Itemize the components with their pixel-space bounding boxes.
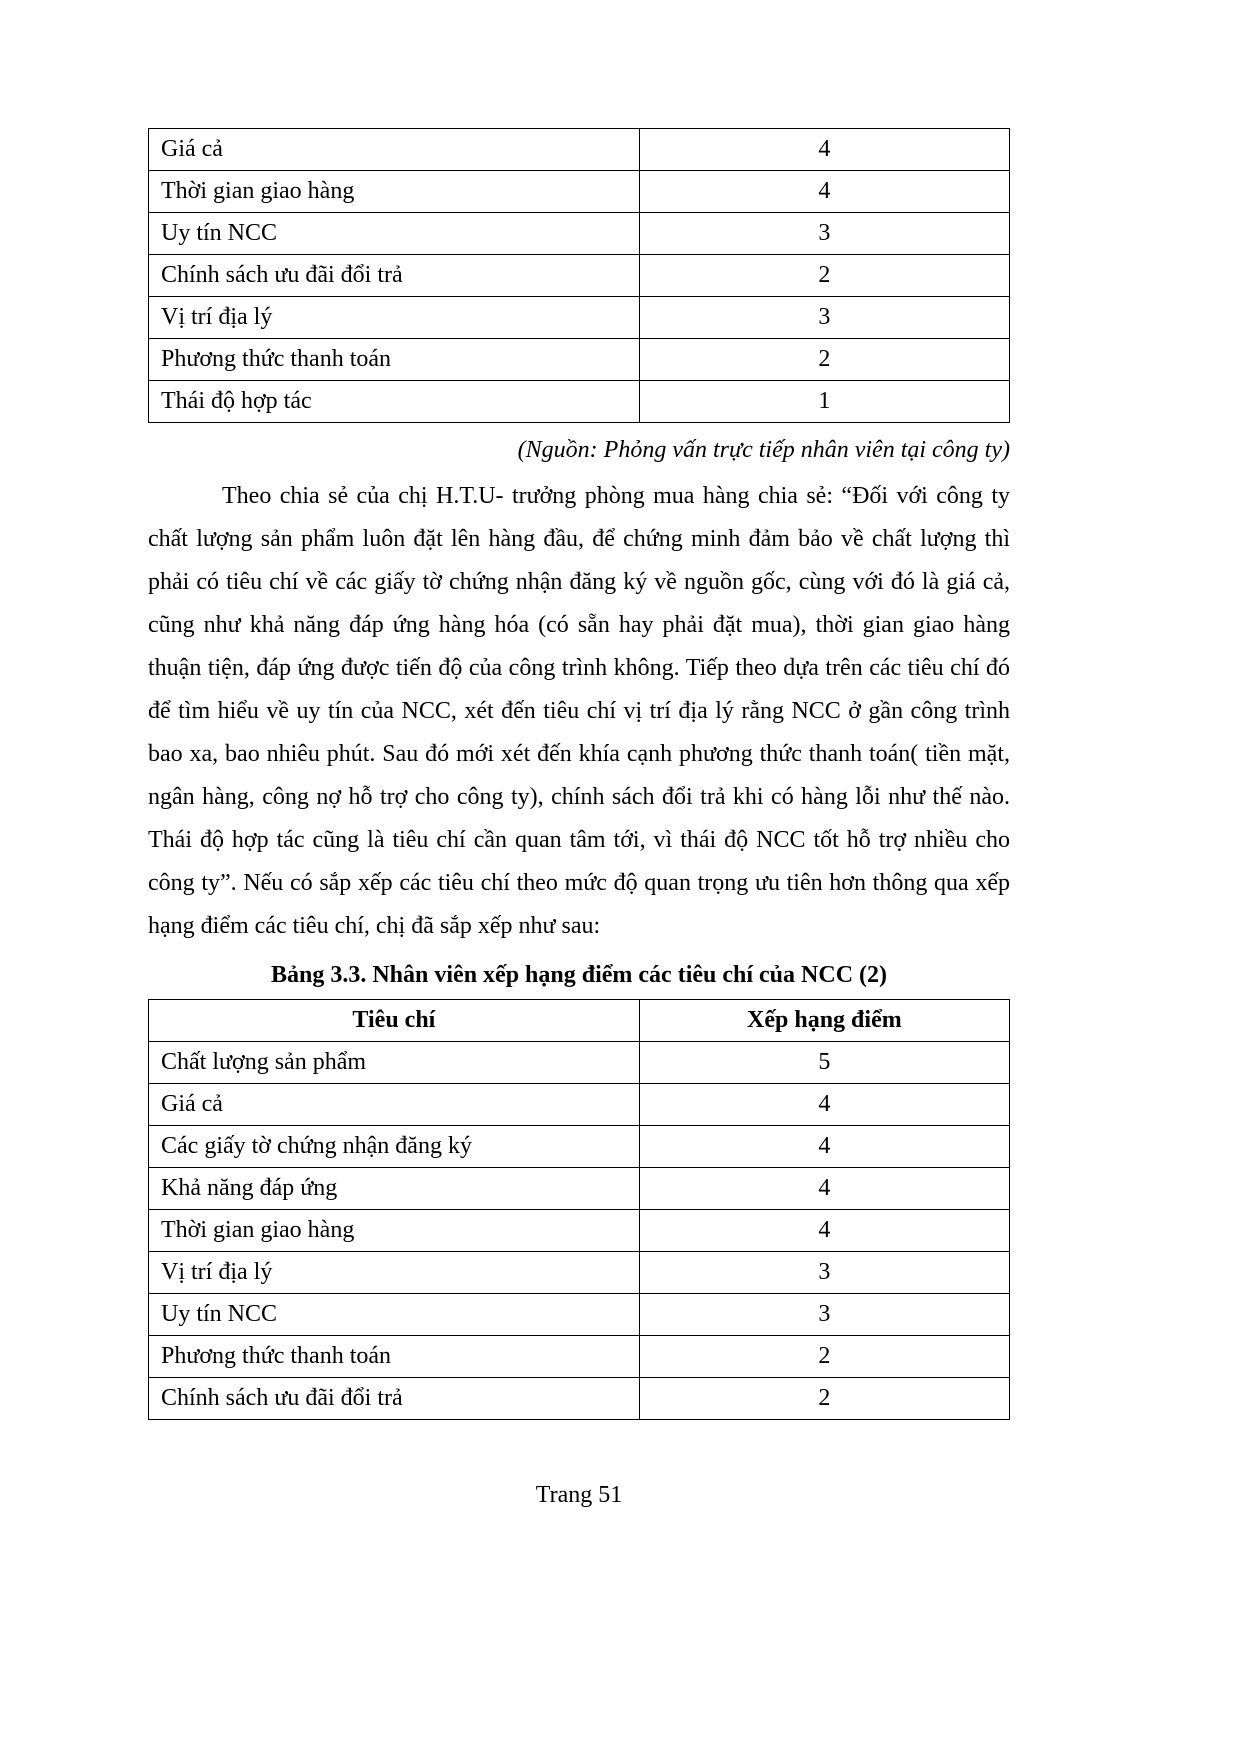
table-row: [149, 1042, 1010, 1084]
table-row: [149, 1294, 1010, 1336]
criteria-cell: Vị trí địa lý: [149, 297, 640, 339]
table-row: [149, 1126, 1010, 1168]
table-row: [149, 1084, 1010, 1126]
score-cell: 2: [639, 339, 1009, 381]
source-note: (Nguồn: Phỏng vấn trực tiếp nhân viên tại công ty): [517, 437, 1010, 463]
criteria-cell: Chính sách ưu đãi đổi trả: [149, 1378, 640, 1420]
criteria-cell: Uy tín NCC: [149, 1294, 640, 1336]
criteria-cell: Uy tín NCC: [149, 213, 640, 255]
criteria-ranking-table-1: [148, 128, 1010, 423]
score-cell: 1: [639, 381, 1009, 423]
criteria-cell: Chất lượng sản phẩm: [149, 1042, 640, 1084]
table-row: [149, 339, 1010, 381]
table-row: [149, 1252, 1010, 1294]
score-cell: 4: [639, 1126, 1009, 1168]
column-header-score: Xếp hạng điểm: [639, 1000, 1009, 1042]
page-number: Trang 51: [535, 1482, 623, 1508]
score-cell: 4: [639, 129, 1009, 171]
criteria-ranking-table-2: [148, 999, 1010, 1420]
table-row: [149, 1168, 1010, 1210]
score-cell: 3: [639, 1294, 1009, 1336]
score-cell: 2: [639, 1378, 1009, 1420]
table-row: [149, 255, 1010, 297]
criteria-cell: Thời gian giao hàng: [149, 171, 640, 213]
score-cell: 4: [639, 1210, 1009, 1252]
table-row: [149, 297, 1010, 339]
criteria-cell: Thái độ hợp tác: [149, 381, 640, 423]
score-cell: 4: [639, 1168, 1009, 1210]
score-cell: 4: [639, 1084, 1009, 1126]
table-row: [149, 213, 1010, 255]
score-cell: 3: [639, 213, 1009, 255]
criteria-cell: Phương thức thanh toán: [149, 339, 640, 381]
table-row: [149, 1210, 1010, 1252]
score-cell: 2: [639, 1336, 1009, 1378]
table-row: [149, 381, 1010, 423]
criteria-cell: Thời gian giao hàng: [149, 1210, 640, 1252]
page-content: [148, 128, 1010, 1420]
score-cell: 3: [639, 1252, 1009, 1294]
table-caption: Bảng 3.3. Nhân viên xếp hạng điểm các tiêu chí của NCC (2): [270, 962, 888, 988]
score-cell: 3: [639, 297, 1009, 339]
criteria-cell: Khả năng đáp ứng: [149, 1168, 640, 1210]
criteria-cell: Các giấy tờ chứng nhận đăng ký: [149, 1126, 640, 1168]
score-cell: 2: [639, 255, 1009, 297]
criteria-cell: Giá cả: [149, 1084, 640, 1126]
table-row: [149, 171, 1010, 213]
table-row: [149, 1378, 1010, 1420]
criteria-cell: Phương thức thanh toán: [149, 1336, 640, 1378]
table-row: [149, 1336, 1010, 1378]
criteria-cell: Giá cả: [149, 129, 640, 171]
table-header-row: [149, 1000, 1010, 1042]
criteria-cell: Chính sách ưu đãi đổi trả: [149, 255, 640, 297]
criteria-cell: Vị trí địa lý: [149, 1252, 640, 1294]
column-header-criteria: Tiêu chí: [149, 1000, 640, 1042]
body-paragraph: Theo chia sẻ của chị H.T.U- trưởng phòng mua hàng chia sẻ: “Đối với công ty chất lượng sản phẩm luôn đặt lên hàng đầu, để chứng minh đảm bảo về chất lượng thì phải có tiêu chí về các giấy tờ chứng nhận đăng ký về nguồn gốc, cùng với đó là giá cả, cũng như khả năng đáp ứng hàng hóa (có sẵn hay phải đặt mua), thời gian giao hàng thuận tiện, đáp ứng được tiến độ của công trình không. Tiếp theo dựa trên các tiêu chí đó để tìm hiểu về uy tín của NCC, xét đến tiêu chí vị trí địa lý rằng NCC ở gần công trình bao xa, bao nhiêu phút. Sau đó mới xét đến khía cạnh phương thức thanh toán( tiền mặt, ngân hàng, công nợ hỗ trợ cho công ty), chính sách đổi trả khi có hàng lỗi như thế nào. Thái độ hợp tác cũng là tiêu chí cần quan tâm tới, vì thái độ NCC tốt hỗ trợ nhiều cho công ty”. Nếu có sắp xếp các tiêu chí theo mức độ quan trọng ưu tiên hơn thông qua xếp hạng điểm các tiêu chí, chị đã sắp xếp như sau:: [148, 483, 1010, 939]
table-row: [149, 129, 1010, 171]
score-cell: 4: [639, 171, 1009, 213]
score-cell: 5: [639, 1042, 1009, 1084]
